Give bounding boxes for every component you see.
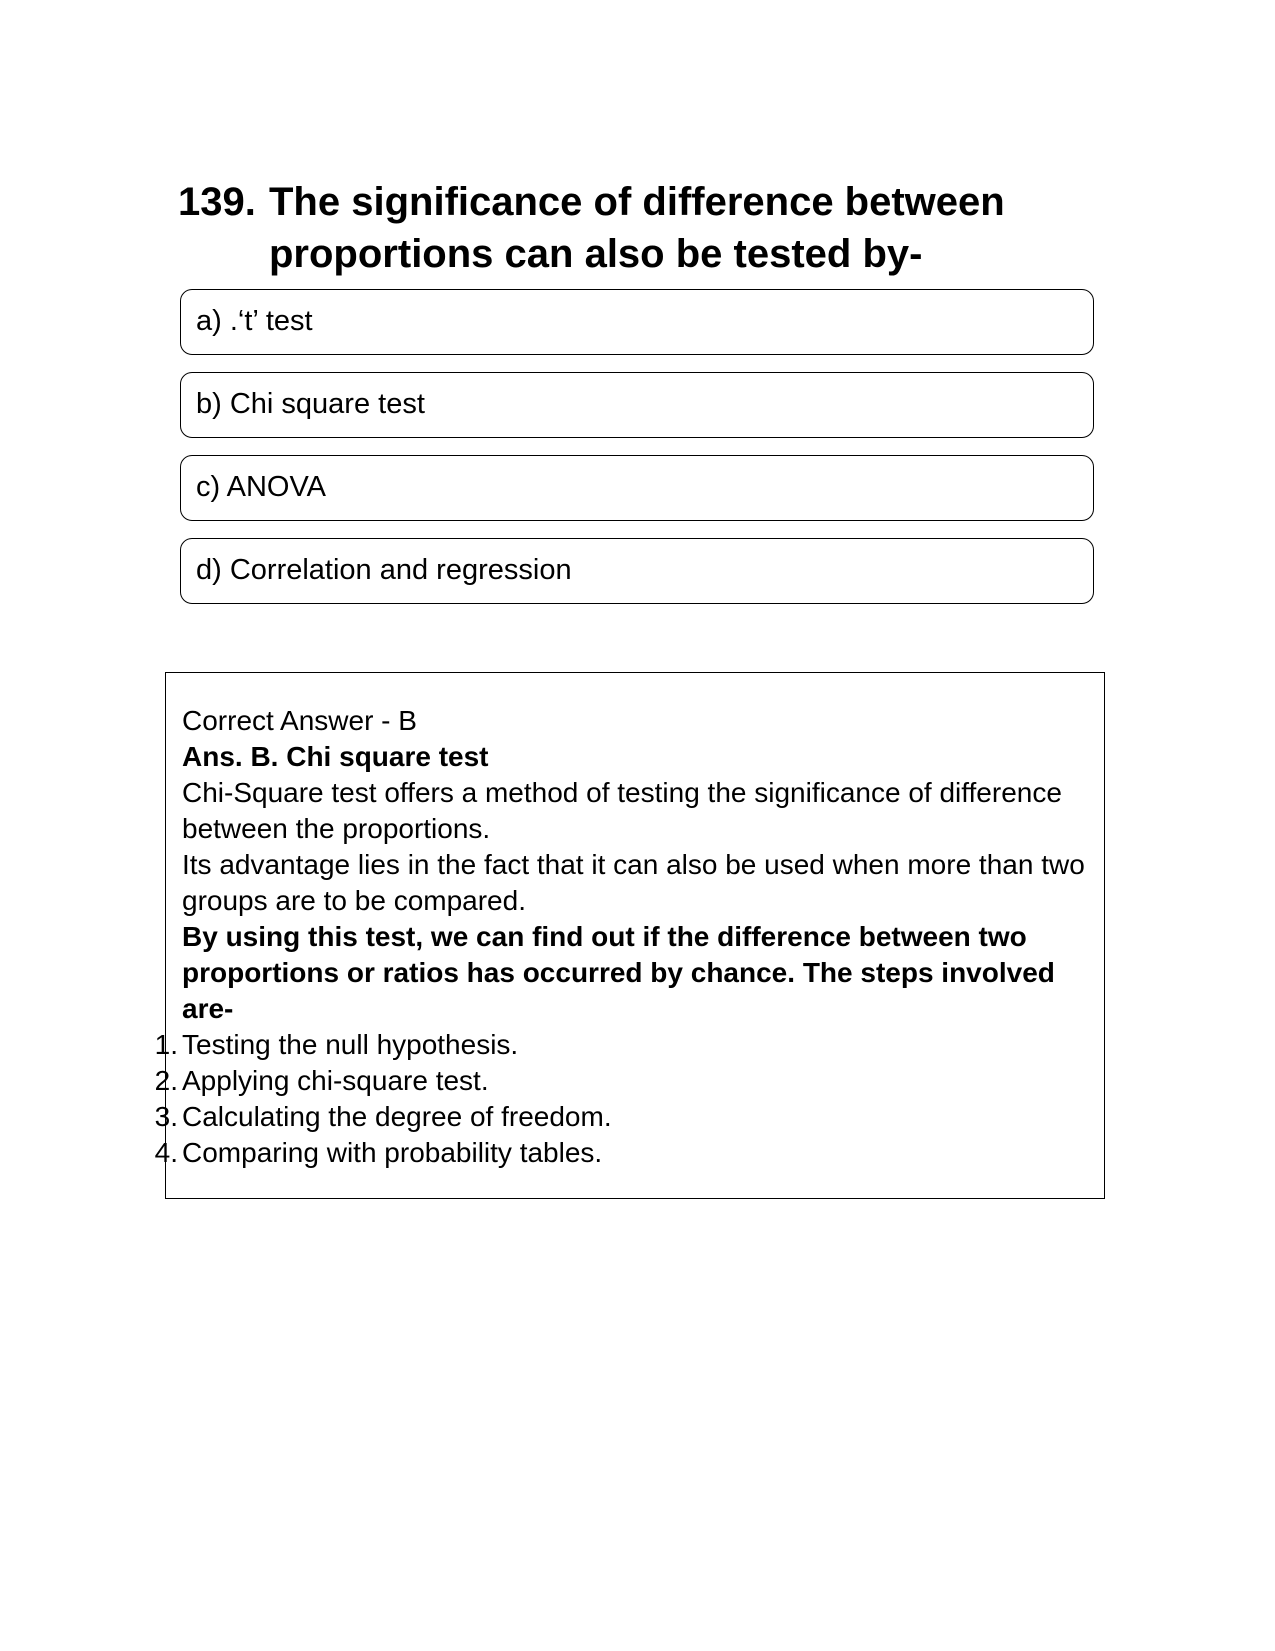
- explanation-paragraph-3: By using this test, we can find out if the difference between two proportions or ratios has occurred by chance. The steps involved are-: [182, 921, 1055, 1024]
- explanation-paragraph-2: Its advantage lies in the fact that it can also be used when more than two groups are to be compared.: [182, 849, 1085, 916]
- step-number: 2.: [154, 1065, 178, 1096]
- step-text: Calculating the degree of freedom.: [182, 1101, 612, 1132]
- step-number: 3.: [154, 1101, 178, 1132]
- option-c[interactable]: c) ANOVA: [180, 455, 1094, 521]
- answer-explanation-box: [154, 672, 1105, 1199]
- step-item: [154, 1063, 1092, 1099]
- option-a[interactable]: a) .‘t’ test: [180, 289, 1094, 355]
- step-item: [154, 1027, 1092, 1063]
- steps-list: [154, 1027, 1092, 1171]
- explanation-paragraph-1: Chi-Square test offers a method of testing the significance of difference between the proportions.: [182, 777, 1062, 844]
- question-text: The significance of difference between proportions can also be tested by-: [269, 180, 1005, 276]
- step-item: [154, 1099, 1092, 1135]
- step-text: Testing the null hypothesis.: [182, 1029, 519, 1060]
- step-number: 1.: [154, 1029, 178, 1060]
- step-text: Comparing with probability tables.: [182, 1137, 603, 1168]
- question-number: 139.: [178, 180, 256, 224]
- option-b[interactable]: b) Chi square test: [180, 372, 1094, 438]
- correct-answer-line: Correct Answer - B: [182, 705, 417, 736]
- step-item: [154, 1135, 1092, 1171]
- step-text: Applying chi-square test.: [182, 1065, 489, 1096]
- answer-content: [154, 703, 1092, 1171]
- step-number: 4.: [154, 1137, 178, 1168]
- option-d[interactable]: d) Correlation and regression: [180, 538, 1094, 604]
- answer-heading: Ans. B. Chi square test: [182, 741, 489, 772]
